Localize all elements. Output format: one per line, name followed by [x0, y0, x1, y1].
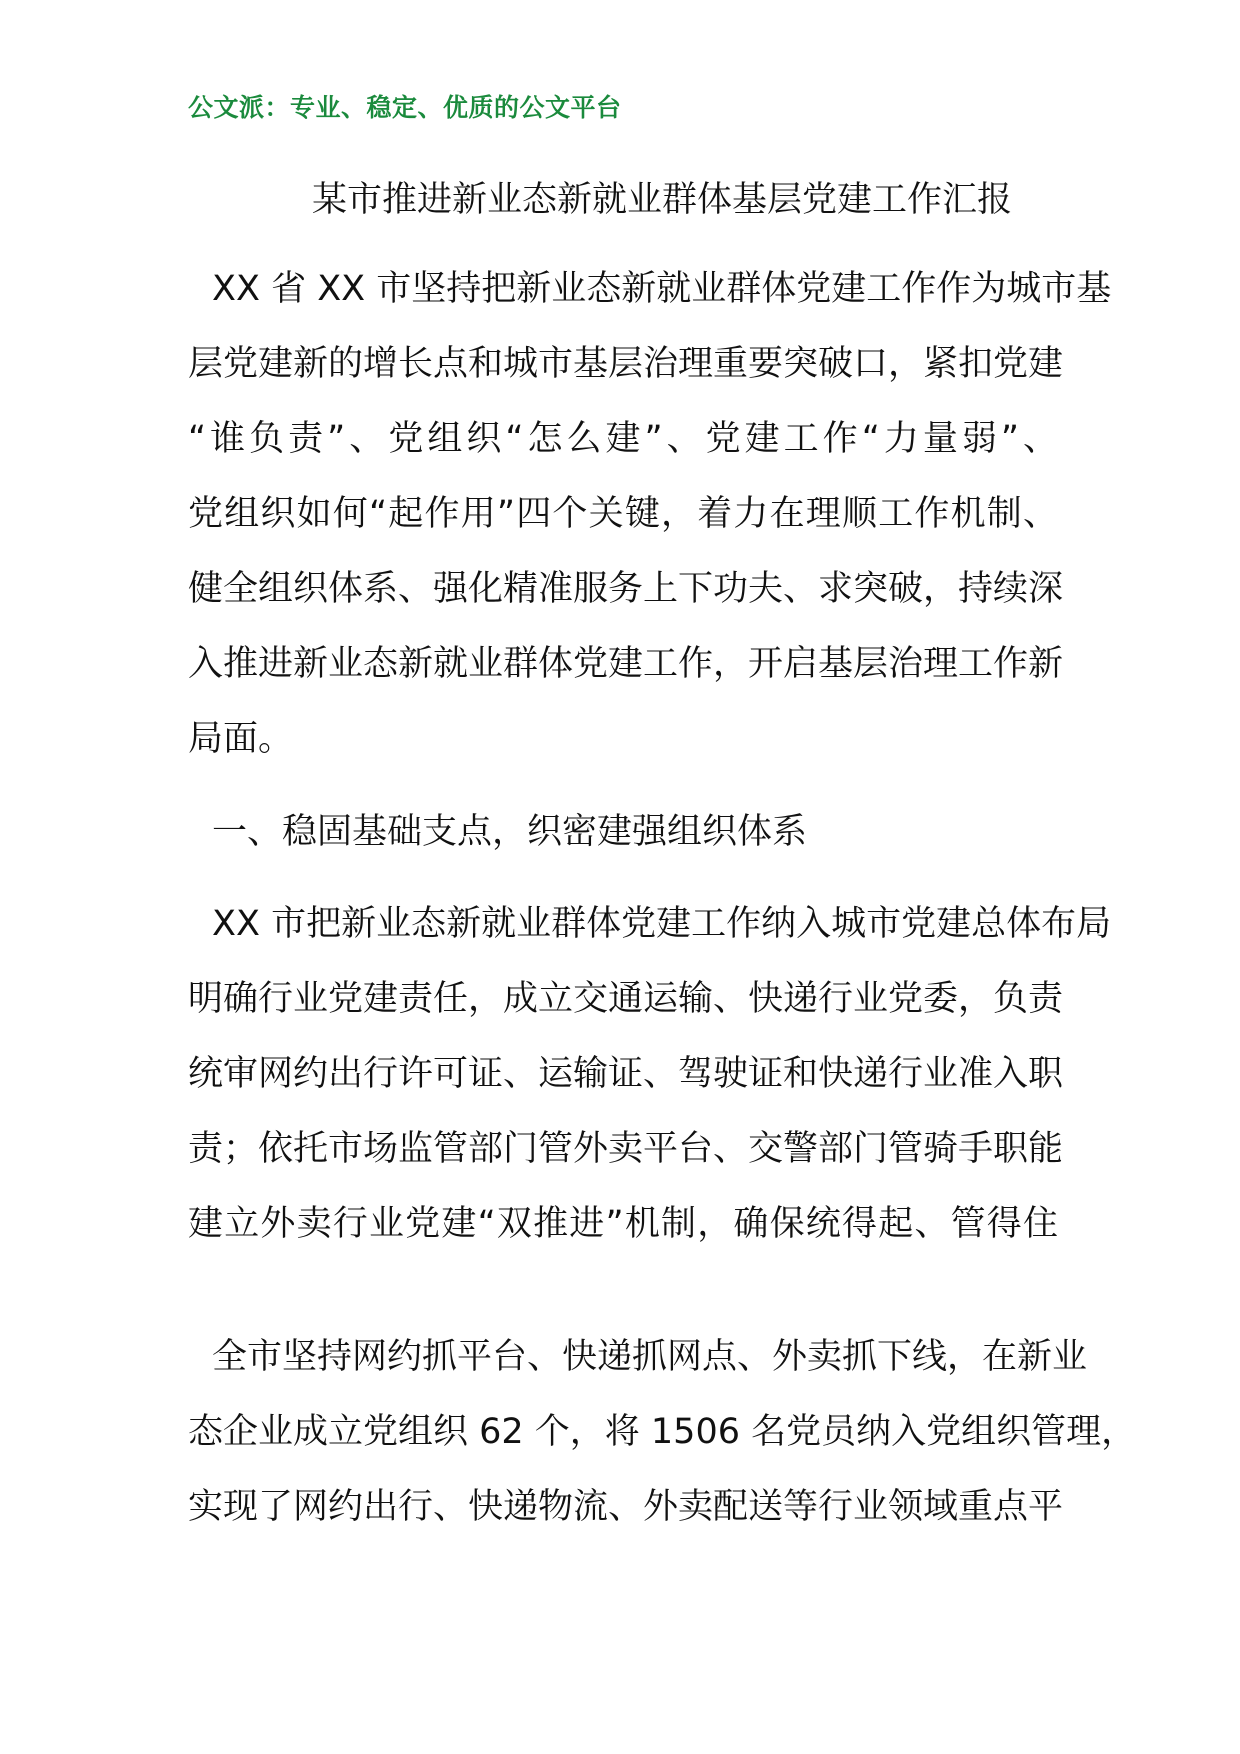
paragraph-line: 局面。	[188, 719, 294, 759]
paragraph-line: 入推进新业态新就业群体党建工作，开启基层治理工作新	[188, 644, 1064, 684]
brand-tagline: 公文派：专业、稳定、优质的公文平台	[188, 93, 622, 122]
paragraph-line: 责；依托市场监管部门管外卖平台、交警部门管骑手职能	[188, 1129, 1064, 1169]
paragraph-line: 健全组织体系、强化精准服务上下功夫、求突破，持续深	[188, 569, 1064, 609]
document-title: 某市推进新业态新就业群体基层党建工作汇报	[311, 180, 1012, 220]
paragraph-line: 建立外卖行业党建“双推进”机制，确保统得起、管得住	[188, 1204, 1058, 1244]
paragraph-line: “谁负责”、党组织“怎么建”、党建工作“力量弱”、	[188, 419, 1058, 459]
paragraph-section-1-cont	[188, 1320, 1137, 1545]
paragraph-line: 全市坚持网约抓平台、快递抓网点、外卖抓下线，在新业	[212, 1337, 1088, 1377]
paragraph-line: 实现了网约出行、快递物流、外卖配送等行业领域重点平	[188, 1487, 1064, 1527]
paragraph-intro	[188, 252, 1112, 777]
section-heading-text: 一、稳固基础支点，织密建强组织体系	[212, 812, 808, 852]
paragraph-line: 明确行业党建责任，成立交通运输、快递行业党委，负责	[188, 979, 1064, 1019]
paragraph-line: XX 省 XX 市坚持把新业态新就业群体党建工作作为城市基	[212, 269, 1112, 309]
section-heading	[188, 795, 1058, 870]
paragraph-line: 统审网约出行许可证、运输证、驾驶证和快递行业准入职	[188, 1054, 1064, 1094]
paragraph-line: 党组织如何“起作用”四个关键，着力在理顺工作机制、	[188, 494, 1058, 534]
paragraph-line: 态企业成立党组织 62 个，将 1506 名党员纳入党组织管理，	[188, 1412, 1137, 1452]
paragraph-section-1	[188, 887, 1112, 1262]
paragraph-line: 层党建新的增长点和城市基层治理重要突破口，紧扣党建	[188, 344, 1064, 384]
paragraph-line: XX 市把新业态新就业群体党建工作纳入城市党建总体布局	[212, 904, 1112, 944]
